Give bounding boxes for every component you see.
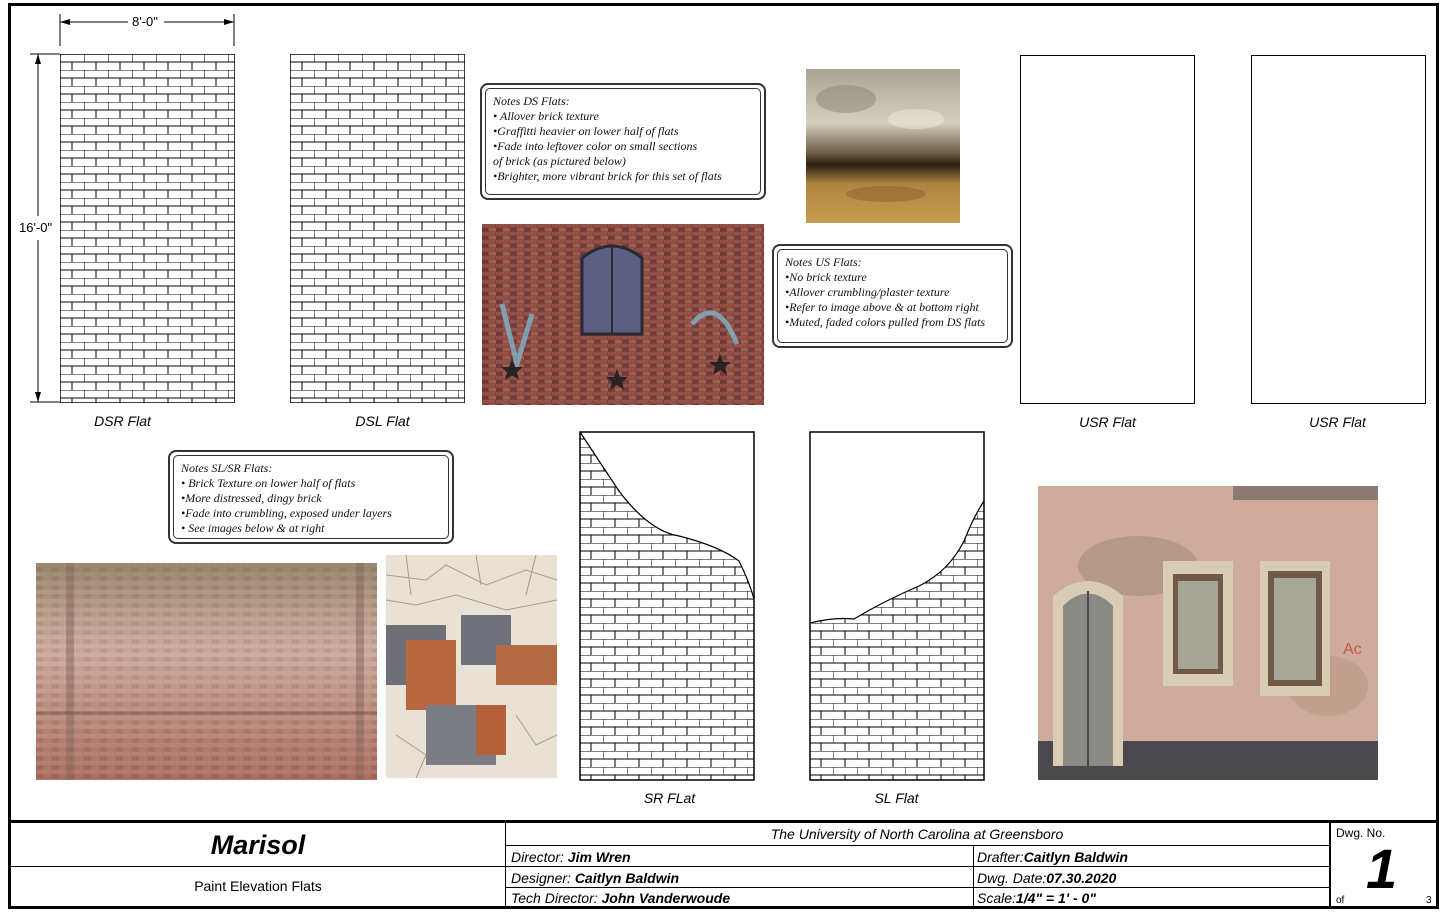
notes-us-line: •Refer to image above & at bottom right: [785, 300, 979, 314]
notes-ds-line: •Graffitti heavier on lower half of flats: [493, 124, 679, 138]
notes-us-box: [772, 244, 1013, 348]
dsl-flat-label: DSL Flat: [355, 413, 410, 429]
tech-director-field: [511, 890, 730, 906]
notes-ds-line: of brick (as pictured below): [493, 154, 626, 168]
plaster-texture-photo: [806, 69, 960, 223]
drafter-value: Caitlyn Baldwin: [1023, 849, 1128, 865]
notes-slsr-box: [168, 450, 454, 544]
notes-ds-title: Notes DS Flats:: [493, 94, 570, 108]
designer-value: Caitlyn Baldwin: [574, 870, 680, 886]
notes-us-title: Notes US Flats:: [785, 255, 862, 269]
sl-flat-label: SL Flat: [874, 790, 919, 806]
director-value: Jim Wren: [567, 849, 631, 865]
director-field: [511, 849, 631, 865]
notes-ds-line: •Brighter, more vibrant brick for this set of flats: [493, 169, 722, 183]
peeling-paint-photo: [386, 555, 557, 778]
dsr-flat: [60, 54, 235, 403]
date-label: Dwg. Date:: [977, 870, 1047, 886]
notes-us-line: •No brick texture: [785, 270, 867, 284]
show-title: Marisol: [210, 830, 306, 860]
dwg-no-value: 1: [1366, 837, 1398, 900]
school-name: The University of North Carolina at Greensboro: [770, 826, 1064, 842]
notes-us-line: •Allover crumbling/plaster texture: [785, 285, 950, 299]
notes-slsr-line: •Fade into crumbling, exposed under layers: [181, 506, 392, 520]
scale-value: 1/4" = 1' - 0": [1015, 890, 1096, 906]
drafter-label: Drafter:: [977, 849, 1024, 865]
notes-slsr-line: • Brick Texture on lower half of flats: [181, 476, 356, 490]
director-label: Director:: [511, 849, 564, 865]
width-dimension: 8'-0": [132, 14, 158, 29]
usr-flat-1: [1020, 55, 1195, 404]
notes-slsr-line: •More distressed, dingy brick: [181, 491, 322, 505]
usr-flat-2-label: USR Flat: [1309, 414, 1366, 430]
dsr-flat-label: DSR Flat: [94, 413, 151, 429]
usr-flat-2: [1251, 55, 1426, 404]
designer-label: Designer:: [511, 870, 571, 886]
notes-ds-box: [480, 83, 766, 200]
brick-window-photo: [482, 224, 764, 405]
drawing-subtitle: Paint Elevation Flats: [194, 878, 322, 894]
sr-flat-label: SR FLat: [643, 790, 696, 806]
drafter-field: [977, 849, 1128, 865]
dwg-no-label: Dwg. No.: [1336, 826, 1386, 840]
notes-slsr-line: • See images below & at right: [181, 521, 325, 535]
notes-us-line: •Muted, faded colors pulled from DS flats: [785, 315, 986, 329]
title-block: [11, 820, 1436, 906]
tech-director-label: Tech Director:: [511, 890, 598, 906]
date-field: [977, 870, 1116, 886]
tech-director-value: John Vanderwoude: [601, 890, 731, 906]
scale-label: Scale:: [977, 890, 1016, 906]
building-facade-photo: [1038, 486, 1378, 780]
designer-field: [511, 870, 679, 886]
dsl-flat: [290, 54, 465, 403]
height-dimension: 16'-0": [19, 220, 53, 235]
notes-ds-line: •Fade into leftover color on small sections: [493, 139, 698, 153]
distressed-brick-photo: [36, 563, 377, 780]
notes-ds-line: • Allover brick texture: [493, 109, 599, 123]
sr-flat: [579, 431, 755, 781]
svg-text:Ac: Ac: [1343, 641, 1362, 658]
notes-slsr-title: Notes SL/SR Flats:: [181, 461, 273, 475]
date-value: 07.30.2020: [1046, 870, 1117, 886]
sl-flat: [809, 431, 985, 781]
scale-field: [977, 890, 1096, 906]
of-label: of: [1336, 895, 1345, 906]
usr-flat-1-label: USR Flat: [1079, 414, 1136, 430]
of-total: 3: [1426, 895, 1432, 906]
